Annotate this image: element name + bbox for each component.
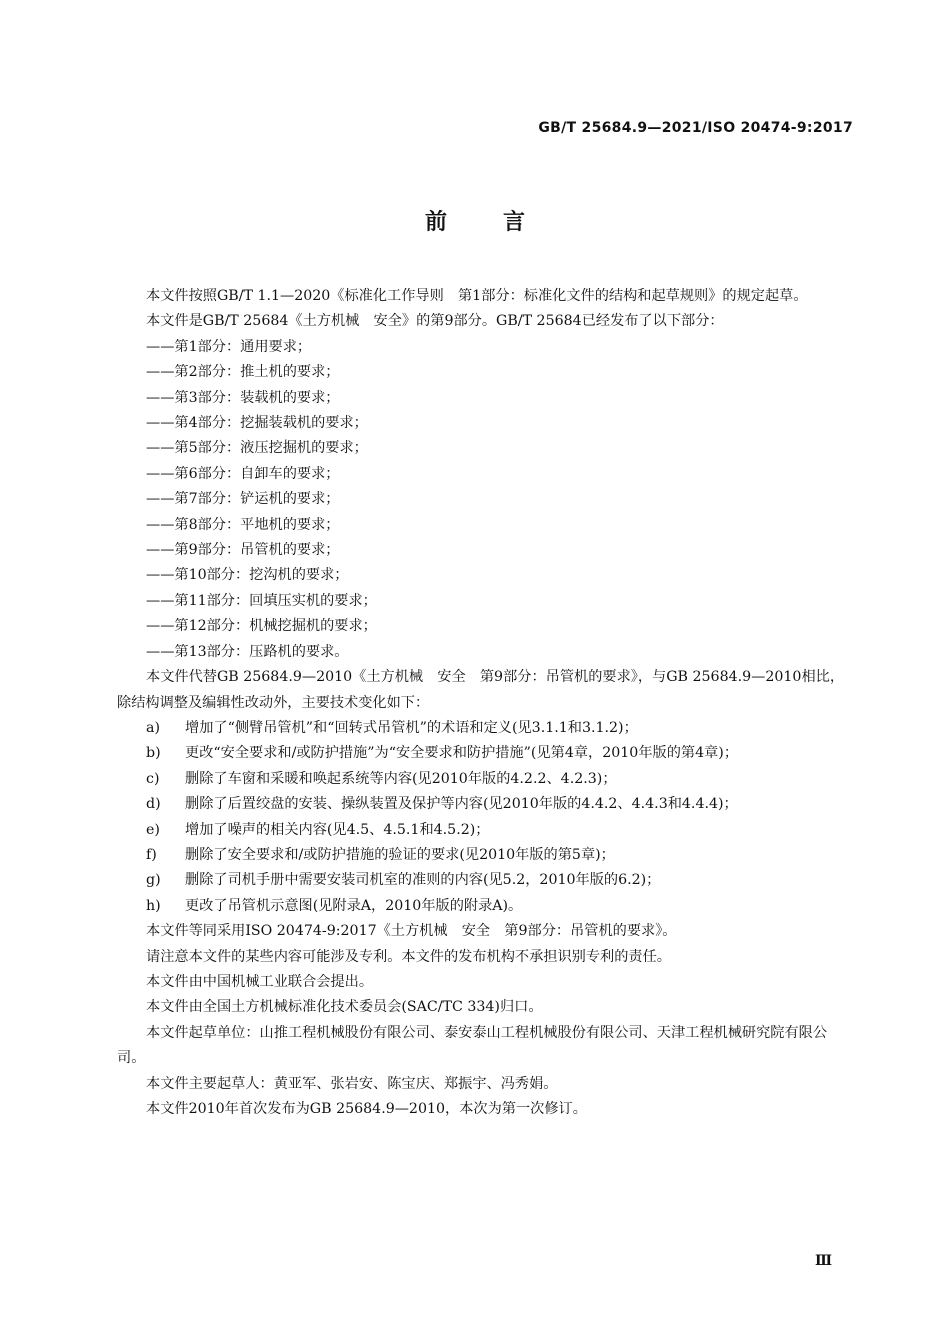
list-item: ——第6部分：自卸车的要求； <box>146 465 340 482</box>
paragraph-drafting-units: 本文件起草单位：山推工程机械股份有限公司、泰安泰山工程机械股份有限公司、天津工程机械研究院有限公司。 <box>117 1024 828 1067</box>
list-item: ——第4部分：挖掘装载机的要求； <box>146 415 368 432</box>
change-label: b) <box>146 745 161 762</box>
changes-list <box>117 716 855 919</box>
paragraph-committee: 本文件由全国土方机械标准化技术委员会(SAC/TC 334)归口。 <box>146 999 543 1016</box>
title-char-1: 前 <box>424 210 447 235</box>
change-label: g) <box>146 872 161 889</box>
change-text: 增加了“侧臂吊管机”和“回转式吊管机”的术语和定义(见3.1.1和3.1.2)； <box>185 719 638 736</box>
page-title <box>0 205 950 236</box>
list-item: ——第1部分：通用要求； <box>146 338 312 355</box>
paragraph-history: 本文件2010年首次发布为GB 25684.9—2010，本次为第一次修订。 <box>146 1101 587 1117</box>
change-label: e) <box>146 821 160 838</box>
page-number: Ⅲ <box>814 1253 832 1269</box>
change-label: d) <box>146 796 161 813</box>
change-item <box>117 868 855 893</box>
change-item <box>117 716 855 741</box>
change-label: h) <box>146 897 161 914</box>
change-item <box>117 818 855 843</box>
paragraph-patent-notice: 请注意本文件的某些内容可能涉及专利。本文件的发布机构不承担识别专利的责任。 <box>146 948 671 965</box>
change-text: 删除了车窗和采暖和唤起系统等内容(见2010年版的4.2.2、4.2.3)； <box>185 770 617 787</box>
paragraph-replacement: 本文件代替GB 25684.9—2010《土方机械 安全 第9部分：吊管机的要求》，与GB 25684.9—2010相比，除结构调整及编辑性改动外，主要技术变化如下： <box>117 669 845 711</box>
paragraph-series-intro: 本文件是GB/T 25684《土方机械 安全》的第9部分。GB/T 25684已经发布了以下部分： <box>146 313 724 330</box>
change-text: 删除了后置绞盘的安装、操纵装置及保护等内容(见2010年版的4.4.2、4.4.3和4.4.4)； <box>185 796 738 813</box>
change-label: f) <box>146 846 157 863</box>
change-label: a) <box>146 719 160 736</box>
paragraph-adoption: 本文件等同采用ISO 20474-9:2017《土方机械 安全 第9部分：吊管机的要求》。 <box>146 923 677 940</box>
change-label: c) <box>146 770 160 787</box>
list-item: ——第3部分：装载机的要求； <box>146 389 340 406</box>
list-item: ——第12部分：机械挖掘机的要求； <box>146 618 377 635</box>
foreword-body <box>117 284 855 1122</box>
list-item: ——第2部分：推土机的要求； <box>146 364 340 381</box>
paragraph-drafting-rules: 本文件按照GB/T 1.1—2020《标准化工作导则 第1部分：标准化文件的结构和起草规则》的规定起草。 <box>146 288 808 304</box>
change-text: 更改了吊管机示意图(见附录A，2010年版的附录A)。 <box>185 897 523 914</box>
standard-code: GB/T 25684.9—2021/ISO 20474-9:2017 <box>538 120 853 136</box>
list-item: ——第5部分：液压挖掘机的要求； <box>146 440 368 457</box>
change-item <box>117 792 855 817</box>
change-text: 删除了安全要求和/或防护措施的验证的要求(见2010年版的第5章)； <box>185 846 615 863</box>
paragraph-drafters: 本文件主要起草人：黄亚军、张岩安、陈宝庆、郑振宇、冯秀娟。 <box>146 1075 558 1092</box>
list-item: ——第10部分：挖沟机的要求； <box>146 567 349 584</box>
change-text: 增加了噪声的相关内容(见4.5、4.5.1和4.5.2)； <box>185 821 490 838</box>
change-item <box>117 767 855 792</box>
list-item: ——第8部分：平地机的要求； <box>146 516 340 533</box>
change-item <box>117 741 855 766</box>
change-text: 删除了司机手册中需要安装司机室的准则的内容(见5.2，2010年版的6.2)； <box>185 872 661 889</box>
list-item: ——第7部分：铲运机的要求； <box>146 491 340 508</box>
change-item <box>117 843 855 868</box>
title-char-2: 言 <box>503 210 526 235</box>
parts-list <box>117 335 855 665</box>
paragraph-proposer: 本文件由中国机械工业联合会提出。 <box>146 973 374 990</box>
change-text: 更改“安全要求和/或防护措施”为“安全要求和防护措施”(见第4章，2010年版的第4章)； <box>185 745 739 762</box>
change-item <box>117 894 855 919</box>
list-item: ——第11部分：回填压实机的要求； <box>146 592 377 609</box>
list-item: ——第9部分：吊管机的要求； <box>146 542 340 559</box>
list-item: ——第13部分：压路机的要求。 <box>146 643 349 660</box>
